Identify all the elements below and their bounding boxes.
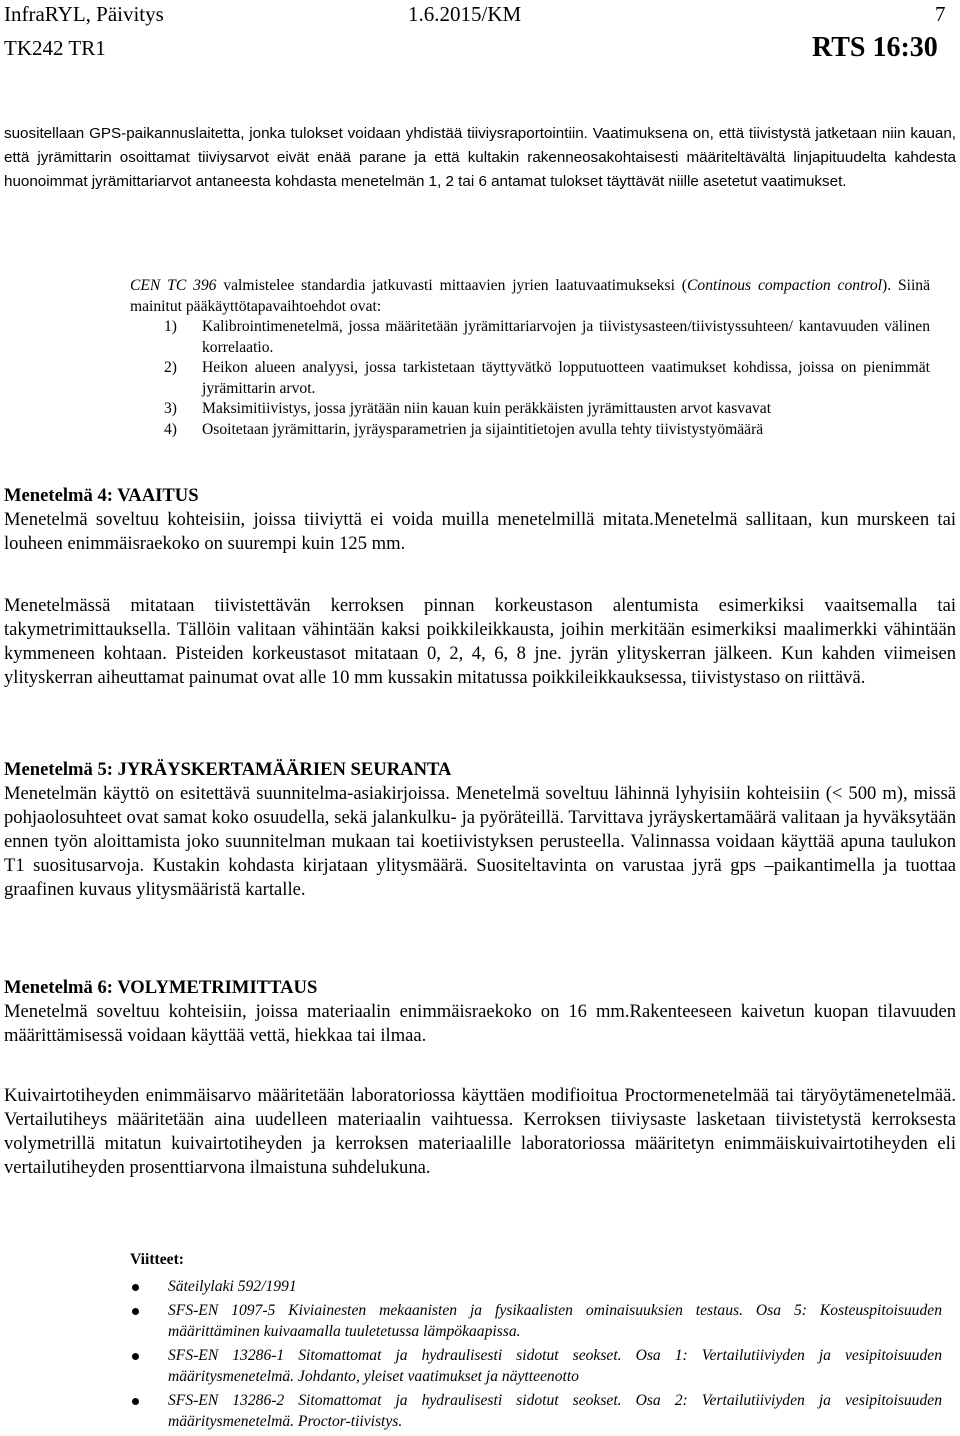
reference-text: SFS-EN 13286-2 Sitomattomat ja hydraulisesti sidotut seokset. Osa 2: Vertailutiiviyden ja vesipitoisuuden määritysmenetelmä. Proctor-tiivistys.	[168, 1392, 942, 1430]
cen-note-lead	[130, 276, 930, 317]
method-6-paragraph-2: Kuivairtotiheyden enimmäisarvo määritetään laboratoriossa käyttäen modifioitua Proctormenetelmää tai täryöytämenetelmää. Vertailutiheys määritetään aina uudelleen materiaalin vaihtuessa. Kerroksen tiiviysaste lasketaan tiivistetystä kerroksesta volymetrillä mitatun kuivairtotiheyden ja kerroksen materiaalille laboratoriossa määritetyn enimmäiskuivairtotiheyden eli vertailutiheyden prosenttiarvona ilmaistuna suhdelukuna.	[4, 1085, 956, 1178]
method-4-paragraph-2: Menetelmässä mitataan tiivistettävän kerroksen pinnan korkeustason alentumista esimerkiksi vaaitsemalla tai takymetrimittauksella. Tällöin valitaan vähintään kaksi poikkileikkausta, joihin merkitään esimerkiksi maalimerkki vähintään kymmeneen kohtaan. Pisteiden korkeustasot mitataan 0, 2, 4, 6, 8 jne. jyrän ylityskerran jälkeen. Kun kahden viimeisen ylityskerran aiheuttamat painumat ovat alle 10 mm kussakin mitatussa poikkileikkauksessa, tiivistystaso on riittävä.	[4, 595, 956, 688]
list-item-number: 2)	[164, 359, 177, 376]
list-item-text: Kalibrointimenetelmä, jossa määritetään jyrämittariarvojen ja tiivistysasteen/tiivistyssuhteen/ kantavuuden välinen korrelaatio.	[202, 318, 930, 356]
references-list	[130, 1277, 942, 1433]
header-code: RTS 16:30	[812, 32, 938, 63]
list-item	[130, 317, 930, 358]
method-5-section	[4, 758, 956, 902]
intro-paragraph: suositellaan GPS-paikannuslaitetta, jonka tulokset voidaan yhdistää tiiviysraportointiin. Vaatimuksena on, että tiivistystä jatketaan niin kauan, että jyrämittarin osoittamat tiiviysarvot eivät enää parane ja että kultakin rakenneosakohtaisesti määriteltävältä linjapituudelta kahdesta huonoimmat jyrämittariarvot antaneesta kohdasta menetelmän 1, 2 tai 6 antamat tulokset täyttävät niille asetetut vaatimukset.	[4, 125, 956, 190]
list-item	[130, 1277, 942, 1298]
list-item-number: 4)	[164, 420, 177, 438]
method-6-heading: Menetelmä 6: VOLYMETRIMITTAUS	[4, 977, 318, 998]
list-item	[130, 420, 930, 441]
bullet-icon	[132, 1353, 139, 1360]
list-item	[130, 1301, 942, 1342]
reference-text: SFS-EN 1097-5 Kiviainesten mekaanisten ja fysikaalisten ominaisuuksien testaus. Osa 5: Kosteuspitoisuuden määrittäminen kuivaamalla tuuletetussa lämpökaapissa.	[168, 1302, 942, 1340]
cen-note-text-2: ). Siinä mainitut pääkäyttötapavaihtoehdot ovat:	[130, 277, 931, 315]
reference-text: Säteilylaki 592/1991	[168, 1277, 297, 1295]
bullet-icon	[132, 1284, 139, 1291]
list-item	[130, 399, 930, 420]
references-section	[130, 1250, 942, 1436]
cen-use-cases-list	[130, 317, 930, 440]
list-item	[130, 1346, 942, 1387]
header-title: InfraRYL, Päivitys	[4, 2, 164, 26]
method-6-section-b	[4, 1084, 956, 1180]
list-item-text: Maksimitiivistys, jossa jyrätään niin kauan kuin peräkkäisten jyrämittausten arvot kasvavat	[202, 400, 772, 417]
cen-note	[130, 276, 930, 440]
list-item-text: Osoitetaan jyrämittarin, jyräysparametrien ja sijaintitietojen avulla tehty tiivistystyömäärä	[202, 420, 764, 438]
reference-text: SFS-EN 13286-1 Sitomattomat ja hydraulisesti sidotut seokset. Osa 1: Vertailutiiviyden ja vesipitoisuuden määritysmenetelmä. Johdanto, yleiset vaatimukset ja näytteenotto	[168, 1347, 942, 1385]
intro-section	[4, 122, 956, 194]
cen-tc-label: CEN TC 396	[130, 277, 217, 294]
list-item-text: Heikon alueen analyysi, jossa tarkistetaan täyttyvätkö lopputuotteen vaatimukset kohdissa, joissa on pienimmät jyrämittarin arvot.	[202, 359, 930, 397]
ccc-label: Continous compaction control	[687, 277, 883, 294]
page-number: 7	[935, 2, 946, 26]
list-item-number: 1)	[164, 318, 177, 335]
method-4-section	[4, 484, 956, 556]
method-6-paragraph-1: Menetelmä soveltuu kohteisiin, joissa materiaalin enimmäisraekoko on 16 mm.Rakenteeseen kaivetun kuopan tilavuuden määrittämisessä voidaan käyttää vettä, hiekkaa tai ilmaa.	[4, 1001, 956, 1046]
list-item-number: 3)	[164, 400, 177, 417]
header-date: 1.6.2015/KM	[408, 2, 522, 26]
list-item	[130, 1391, 942, 1432]
method-6-section	[4, 976, 956, 1048]
header-committee: TK242 TR1	[4, 36, 106, 60]
bullet-icon	[132, 1308, 139, 1315]
list-item	[130, 358, 930, 399]
bullet-icon	[132, 1398, 139, 1405]
method-4-paragraph-1: Menetelmä soveltuu kohteisiin, joissa tiiviyttä ei voida muilla menetelmillä mitata.Menetelmä sallitaan, kun murskeen tai louheen enimmäisraekoko on suurempi kuin 125 mm.	[4, 509, 956, 554]
method-4-section-b	[4, 594, 956, 690]
cen-note-text: valmistelee standardia jatkuvasti mittaavien jyrien laatuvaatimukseksi (	[216, 277, 687, 294]
method-5-paragraph: Menetelmän käyttö on esitettävä suunnitelma-asiakirjoissa. Menetelmä soveltuu lähinnä lyhyisiin kohteisiin (< 500 m), missä pohjaolosuhteet ovat samat koko osuudella, sekä jalankulku- ja pyöräteillä. Tarvittava jyräyskertamäärä valitaan ja hyväksytään ennen työn aloittamista joko suunnitelman mukaan tai koetiivistyksen perusteella. Valinnassa voidaan käyttää apuna taulukon T1 suositusarvoja. Kustakin kohdasta kirjataan ylitysmäärä. Suositeltavinta on varustaa jyrä gps –paikantimella ja tuottaa graafinen kuvaus ylitysmääristä kartalle.	[4, 783, 956, 900]
method-5-heading: Menetelmä 5: JYRÄYSKERTAMÄÄRIEN SEURANTA	[4, 759, 452, 780]
method-4-heading: Menetelmä 4: VAAITUS	[4, 485, 199, 506]
references-title: Viitteet:	[130, 1251, 184, 1268]
